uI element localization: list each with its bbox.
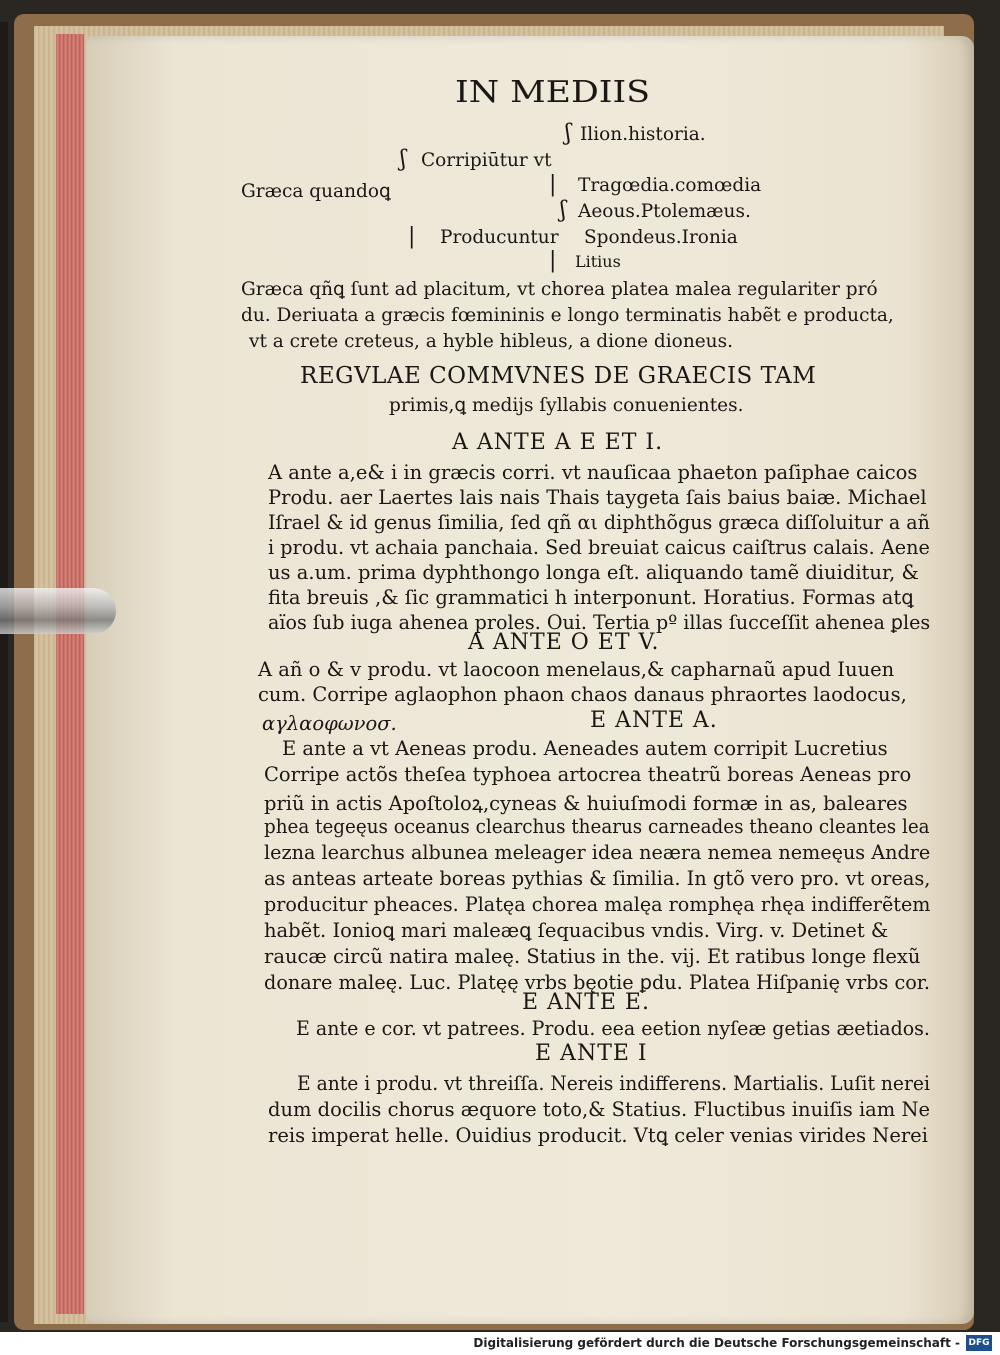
- text-line: habẽt. Ionioꝗ mari maleæꝗ ſequacibus vndis. Virg. v. Detinet &: [264, 919, 889, 942]
- scheme-long-item: Litius: [575, 252, 621, 271]
- svg-text:IN MEDIIS: IN MEDIIS: [455, 75, 650, 110]
- text-line: E ante e cor. vt patrees. Produ. eea eetion nyſeæ getias æetiados.: [296, 1017, 930, 1040]
- greek-word: αγλαοφωνοσ.: [262, 712, 397, 735]
- main-subheading: primis,ꝗ medijs ſyllabis conuenientes.: [389, 395, 744, 416]
- scan-border: [0, 22, 8, 1322]
- main-heading: REGVLAE COMMVNES DE GRAECIS TAM: [300, 363, 817, 389]
- text-line: dum docilis chorus æquore toto,& Statius. Fluctibus inuiſis iam Ne: [268, 1098, 931, 1121]
- scheme-short-item: Tragœdia.comœdia: [578, 175, 762, 196]
- footer-credit: Digitalisierung gefördert durch die Deutsche Forschungsgemeinschaft -: [473, 1336, 960, 1350]
- section-heading: E ANTE E.: [522, 990, 650, 1015]
- text-line: Corripe actõs theſea typhoea artocrea theatrũ boreas Aeneas pro: [264, 763, 912, 786]
- scheme-short-item: Ilion.historia.: [580, 124, 706, 145]
- text-line: us a.um. prima dyphthongo longa eſt. aliquando tamẽ diuiditur, &: [268, 561, 919, 584]
- text-line: cum. Corripe aglaophon phaon chaos danaus phraortes laodocus,: [258, 683, 907, 706]
- glass-page-holder: [0, 588, 116, 634]
- text-line: E ante i produ. vt threiſſa. Nereis indifferens. Martialis. Luſit nerei: [297, 1072, 930, 1095]
- brace-glyph: ʃ: [560, 198, 566, 223]
- scheme-long-item: Spondeus.Ironia: [584, 227, 738, 248]
- text-line: lezna learchus albunea meleager idea neæra nemea nemeęus Andre: [264, 841, 931, 864]
- footer-bar: [0, 1332, 1000, 1355]
- text-line: phea tegeęus oceanus clearchus thearus carneades theano cleantes lea: [264, 815, 930, 838]
- text-line: priũ in actis Apoſtoloꝝ,cyneas & huiuſmodi formæ in as, baleares: [264, 792, 908, 815]
- text-line: aïos ſub iuga ahenea proles. Oui. Tertia pº illas ſucceſſit ahenea ꝑles: [268, 611, 931, 634]
- section-heading: E ANTE A.: [590, 708, 718, 733]
- scheme-corripiuntur: Corripiūtur vt: [421, 150, 552, 171]
- brace-glyph: |: [549, 248, 557, 273]
- dfg-logo-icon: DFG: [966, 1335, 992, 1351]
- text-line: donare maleę. Luc. Platęę vrbs bęotie ꝑdu. Platea Hiſpanię vrbs cor.: [264, 971, 931, 994]
- text-line: A añ o & v produ. vt laocoon menelaus,& capharnaũ apud Iuuen: [258, 658, 895, 681]
- brace-glyph: |: [408, 224, 416, 249]
- text-line: Produ. aer Laertes lais nais Thais taygeta ſais baius baiæ. Michael: [268, 486, 927, 509]
- brace-glyph: |: [549, 172, 557, 197]
- text-line: i produ. vt achaia panchaia. Sed breuiat caicus caiſtrus calais. Aene: [268, 536, 930, 559]
- text-line: Græca qñꝗ ſunt ad placitum, vt chorea platea malea regulariter pró: [241, 279, 878, 300]
- text-line: raucæ circũ natira maleę. Statius in the. vij. Et ratibus longe flexũ: [264, 945, 921, 968]
- scheme-greek-label: Græca quandoꝗ: [241, 181, 391, 202]
- text-line: Iſrael & id genus ſimilia, ſed qñ αι diphthõgus græca diſſoluitur a añ: [268, 511, 930, 534]
- brace-glyph: ʃ: [400, 147, 406, 172]
- scheme-producuntur: Producuntur: [440, 227, 559, 248]
- text-line: A ante a,e& i in græcis corri. vt nauſicaa phaeton paſiphae caicos: [268, 461, 918, 484]
- text-line: du. Deriuata a græcis fœmininis e longo terminatis habẽt e producta,: [241, 305, 894, 326]
- text-line: reis imperat helle. Ouidius producit. Vtꝗ celer venias virides Nerei: [268, 1124, 928, 1147]
- section-heading: E ANTE I: [535, 1041, 648, 1066]
- brace-glyph: ʃ: [565, 121, 571, 146]
- running-head: [455, 70, 650, 110]
- text-line: E ante a vt Aeneas produ. Aeneades autem corripit Lucretius: [282, 737, 888, 760]
- text-line: fita breuis ,& ſic grammatici h interponunt. Horatius. Formas atꝗ: [268, 586, 914, 609]
- text-line: producitur pheaces. Platęa chorea malęa romphęa rhęa indifferẽtem: [264, 893, 931, 916]
- red-page-edge: [56, 34, 84, 1314]
- text-line: as anteas arteate boreas pythias & ſimilia. In gtõ vero pro. vt oreas,: [264, 867, 931, 890]
- section-heading: A ANTE A E ET I.: [452, 430, 664, 455]
- text-line: vt a crete creteus, a hyble hibleus, a dione dioneus.: [249, 331, 733, 352]
- section-heading: A ANTE O ET V.: [468, 630, 660, 655]
- scheme-long-item: Aeous.Ptolemæus.: [578, 201, 751, 222]
